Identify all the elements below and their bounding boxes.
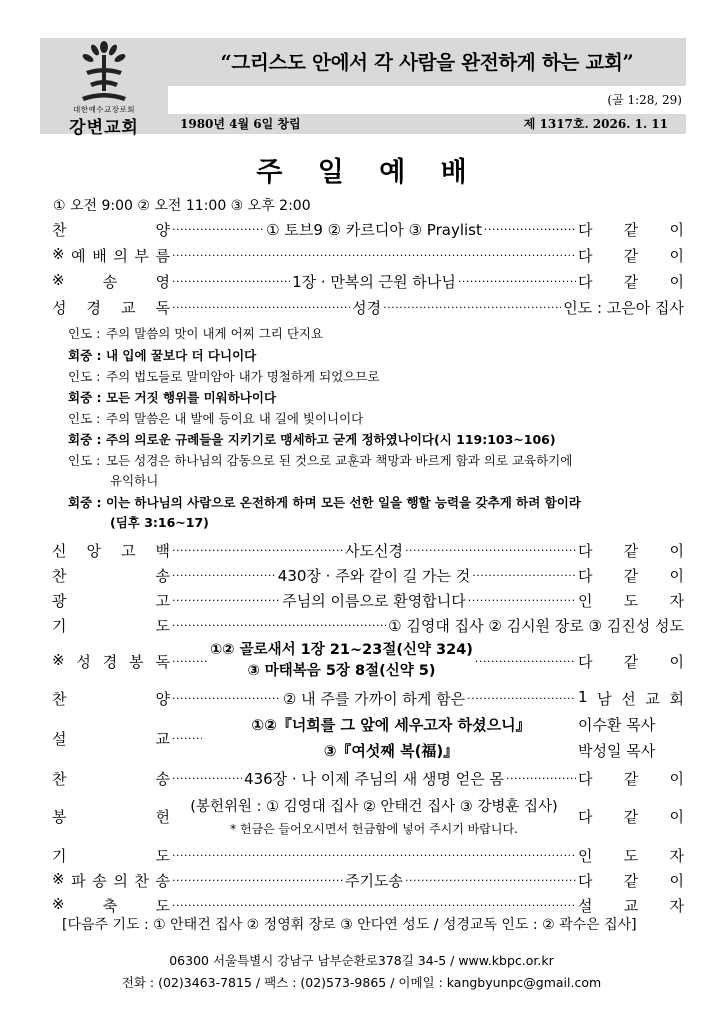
order-label: 설 교 — [52, 729, 170, 748]
leader-dots — [468, 594, 576, 607]
order-leader: 인 도 자 — [578, 846, 684, 865]
tree-logo-icon — [74, 41, 134, 103]
responsive-speaker: 회중 : — [68, 432, 102, 447]
order-leader: 다 같 이 — [577, 566, 684, 585]
leader-dots — [472, 569, 576, 582]
order-label: 기 도 — [52, 616, 170, 635]
preacher-2: 박성일 목사 — [578, 742, 656, 760]
leader-dots — [405, 874, 576, 887]
order-leader: 다 같 이 — [577, 769, 684, 788]
order-leader: 다 같 이 — [578, 246, 684, 265]
responsive-speaker: 회중 : — [68, 390, 102, 405]
responsive-line — [68, 409, 363, 427]
leader-dots — [383, 301, 561, 314]
responsive-line — [68, 388, 276, 406]
order-hymn2 — [52, 563, 684, 587]
responsive-text: 이는 하나님의 사람으로 온전하게 하며 모든 선한 일을 행할 능력을 갖추게 하려 함이라 — [106, 495, 581, 510]
leader-dots — [172, 874, 343, 887]
responsive-line — [68, 324, 323, 342]
sermon-title-1: ①②『너희를 그 앞에 세우고자 하셨으니』 — [251, 716, 531, 734]
responsive-speaker: 회중 : — [68, 348, 102, 363]
church-name: 강변교회 — [69, 118, 139, 138]
order-scripture — [52, 639, 684, 683]
leader-dots — [172, 544, 343, 557]
order-leader: 인 도 자 — [577, 591, 684, 610]
order-leader: 다 같 이 — [578, 807, 684, 826]
founded-date: 1980년 4월 6일 창립 — [180, 117, 301, 131]
bulletin-header — [40, 38, 686, 138]
order-sermon — [52, 712, 684, 764]
responsive-speaker: 인도 : — [68, 326, 101, 341]
leader-dots — [172, 732, 202, 745]
church-motto: “그리스도 안에서 각 사람을 완전하게 하는 교회” — [220, 51, 634, 74]
leader-dots — [172, 655, 208, 668]
responsive-speaker: 인도 : — [68, 411, 101, 426]
leader-dots — [475, 655, 576, 668]
order-leader: 다 같 이 — [577, 272, 684, 291]
order-label: 신 앙 고 백 — [52, 541, 170, 560]
responsive-text-cont: (딤후 3:16~17) — [110, 515, 209, 530]
church-logo — [40, 38, 168, 138]
order-label: 찬 양 — [52, 220, 170, 239]
order-content: 성경 — [352, 298, 382, 317]
leader-dots — [172, 619, 386, 632]
responsive-speaker: 회중 : — [68, 495, 102, 510]
order-content: 1장 · 만복의 근원 하나님 — [292, 272, 456, 291]
responsive-text: 주의 말씀의 맛이 내게 어찌 그리 단지요 — [106, 326, 324, 341]
order-leader — [578, 712, 684, 764]
motto-verse: (골 1:28, 29) — [607, 93, 682, 107]
order-content — [210, 640, 473, 682]
order-leader: 다 같 이 — [578, 541, 684, 560]
order-label: 기 도 — [52, 846, 170, 865]
order-hymn1 — [52, 217, 684, 241]
leader-dots — [506, 772, 576, 785]
order-label: ※ 축 도 — [52, 894, 170, 915]
order-leader: 설 교 자 — [578, 896, 684, 915]
leader-dots — [458, 275, 576, 288]
order-label: 성 경 교 독 — [52, 298, 170, 317]
scripture-line-1: ①② 골로새서 1장 21~23절(신약 324) — [210, 642, 473, 658]
leader-dots — [484, 223, 576, 236]
order-creed — [52, 538, 684, 562]
order-content: 사도신경 — [345, 541, 403, 560]
responsive-line — [68, 367, 379, 385]
leader-dots — [467, 692, 576, 705]
leader-dots — [172, 899, 576, 912]
order-label: 봉 헌 — [52, 807, 170, 826]
order-content: ② 내 주를 가까이 하게 함은 — [282, 689, 466, 708]
responsive-text: 주의 법도들로 말미암아 내가 명철하게 되었으므로 — [106, 369, 380, 384]
order-label: 찬 송 — [52, 769, 170, 788]
scripture-line-2: ③ 마태복음 5장 8절(신약 5) — [247, 663, 436, 679]
order-leader: 1 남 선 교 회 — [577, 687, 684, 708]
order-content: ① 토브9 ② 카르디아 ③ Praylist — [266, 220, 482, 239]
order-label: 광 고 — [52, 591, 170, 610]
footer-address: 06300 서울특별시 강남구 남부순환로378길 34-5 / www.kbpc.or.kr — [169, 953, 554, 968]
order-reading — [52, 295, 684, 319]
order-call — [52, 243, 684, 267]
page-title: 주 일 예 배 — [256, 157, 467, 188]
preacher-1: 이수환 목사 — [578, 716, 656, 734]
order-content: 주님의 이름으로 환영합니다 — [282, 591, 466, 610]
order-sending — [52, 868, 684, 892]
order-label: ※ 파 송 의 찬 송 — [52, 869, 170, 890]
order-leader: 다 같 이 — [578, 220, 684, 239]
leader-dots — [172, 569, 276, 582]
footer-contact: 전화 : (02)3463-7815 / 팩스 : (02)573-9865 / 이메일 : kangbyunpc@gmail.com — [121, 975, 602, 990]
info-band — [168, 114, 686, 134]
order-content — [204, 712, 578, 764]
order-hymn3 — [52, 766, 684, 790]
issue-number: 제 1317호. 2026. 1. 11 — [523, 117, 668, 131]
leader-dots — [172, 223, 264, 236]
responsive-speaker: 인도 : — [68, 453, 101, 468]
leader-dots — [172, 849, 576, 862]
responsive-speaker: 인도 : — [68, 369, 101, 384]
order-label: 찬 송 — [52, 566, 170, 585]
sermon-title-2: ③『여섯째 복(福)』 — [323, 742, 459, 760]
order-label: ※ 성 경 봉 독 — [52, 650, 170, 671]
responsive-line — [68, 451, 572, 469]
responsive-line — [68, 430, 556, 448]
leader-dots — [172, 275, 290, 288]
order-leader: 다 같 이 — [578, 652, 684, 671]
service-times: ① 오전 9:00 ② 오전 11:00 ③ 오후 2:00 — [53, 198, 311, 214]
responsive-text: 모든 성경은 하나님의 감동으로 된 것으로 교훈과 책망과 바르게 함과 의로 교육하기에 — [106, 453, 573, 468]
order-content: 430장 · 주와 같이 길 가는 것 — [277, 566, 471, 585]
order-anthem — [52, 686, 684, 710]
responsive-text: 모든 거짓 행위를 미워하나이다 — [106, 390, 277, 405]
order-praise — [52, 269, 684, 293]
order-content: 436장 · 나 이제 주님의 새 생명 얻은 몸 — [244, 769, 504, 788]
offering-committee: (봉헌위원 : ① 김영대 집사 ② 안태건 집사 ③ 강병훈 집사) — [190, 799, 558, 815]
order-offering — [52, 793, 684, 839]
order-prayer — [52, 613, 684, 637]
leader-dots — [172, 301, 350, 314]
order-notice — [52, 588, 684, 612]
order-leader: 인도 : 고은아 집사 — [563, 298, 684, 317]
order-label: ※ 예 배 의 부 름 — [52, 244, 170, 265]
leader-dots — [172, 692, 281, 705]
responsive-line — [68, 493, 581, 511]
responsive-text-cont: 유익하니 — [110, 473, 159, 488]
leader-dots — [172, 594, 280, 607]
leader-dots — [172, 772, 242, 785]
order-content: ① 김영대 집사 ② 김시원 장로 ③ 김진성 성도 — [388, 616, 684, 635]
order-content: 주기도송 — [345, 871, 403, 890]
responsive-text: 내 입에 꿀보다 더 다니이다 — [106, 348, 257, 363]
church-denomination: 대한예수교장로회 — [73, 105, 135, 114]
order-leader: 다 같 이 — [578, 871, 684, 890]
offering-note: * 헌금은 들어오시면서 헌금함에 넣어 주시기 바랍니다. — [230, 822, 518, 836]
responsive-text: 주의 의로운 규례들을 지키기로 맹세하고 굳게 정하였나이다(시 119:103~106) — [106, 432, 556, 447]
leader-dots — [405, 544, 576, 557]
leader-dots — [172, 249, 576, 262]
responsive-text: 주의 말씀은 내 발에 등이요 내 길에 빛이니이다 — [106, 411, 364, 426]
order-label: 찬 양 — [52, 689, 170, 708]
order-prayer2 — [52, 843, 684, 867]
responsive-line — [68, 346, 256, 364]
order-content — [170, 795, 578, 837]
next-week-prayer: [다음주 기도 : ① 안태건 집사 ② 정영휘 장로 ③ 안다연 성도 / 성경교독 인도 : ② 곽수은 집사] — [62, 917, 637, 933]
order-label: ※ 송 영 — [52, 270, 170, 291]
